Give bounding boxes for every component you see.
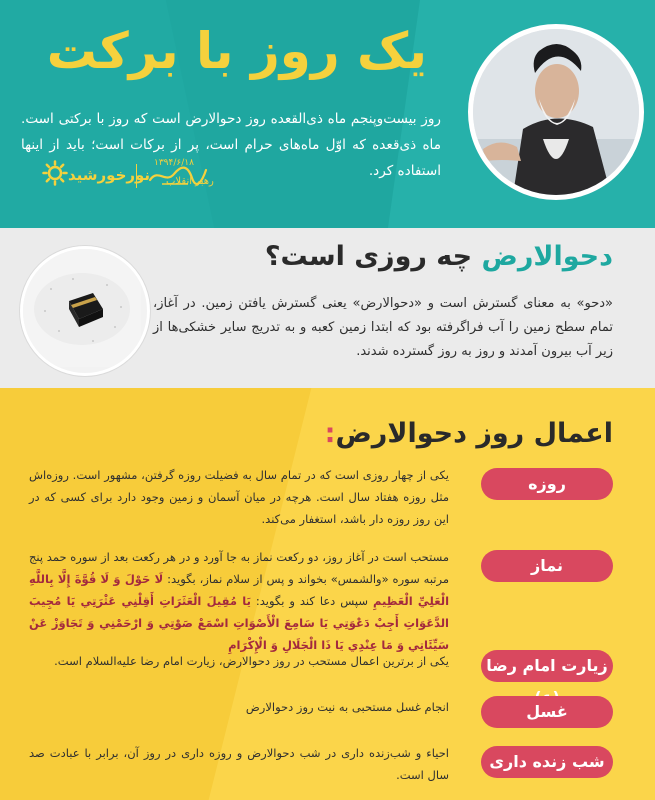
about-body: «دحو» به معنای گسترش است و «دحوالارض» یعنی گسترش یافتن زمین. در آغاز، تمام سطح زمین را آب فراگرفته بود که ابتدا زمین کعبه و به تدریج سایر خشکی‌ها از زیر آب بیرون آمدند و روز به روز گسترده شدند.	[153, 296, 613, 359]
deed-label: روزه	[481, 468, 613, 500]
deeds-title	[213, 414, 613, 454]
prayer-intro: مستحب است در آغاز روز، دو رکعت نماز به جا آورد و در هر رکعت بعد از سوره حمد پنج مرتبه سوره «والشمس» بخواند و پس از سلام نماز، بگوید:	[29, 550, 449, 586]
deeds-section	[0, 388, 655, 800]
prayer-mid: سپس دعا کند و بگوید:	[250, 594, 373, 608]
deed-description: یکی از چهار روزی است که در تمام سال به فضیلت روزه گرفتن، مشهور است. روزه‌اش مثل روزه هفتاد سال است. هرچه در میان آسمان و زمین وجود دارد برای کسی که در این روز روزه دار باشد، استغفار می‌کند.	[29, 468, 449, 526]
deed-description: انجام غسل مستحبی به نیت روز دحوالارض	[245, 700, 449, 714]
deed-description: یکی از برترین اعمال مستحب در روز دحوالارض، زیارت امام رضا علیه‌السلام است.	[54, 654, 449, 668]
deed-label: شب زنده داری	[481, 746, 613, 778]
kaaba-photo	[20, 246, 150, 376]
prayer-text: يَا مُقِيلَ الْعَثَرَاتِ أَقِلْنِي عَثْرَتِي يَا مُجِيبَ الدَّعَوَاتِ أَجِبْ دَعْوَتِي يَا سَامِعَ الْأَصْوَاتِ اسْمَعْ صَوْتِي وَ ارْحَمْنِي وَ تَجَاوَزْ عَنْ سَيِّئَاتِي وَ مَا عِنْدِي يَا ذَا الْجَلَالِ وَ الْإِكْرَامِ	[29, 594, 449, 652]
brand-name: نورخورشید	[68, 166, 151, 184]
deed-label: زیارت امام رضا	[481, 650, 613, 682]
deed-label: نماز	[481, 550, 613, 582]
deed-label: غسل	[481, 696, 613, 728]
leader-portrait	[468, 24, 644, 200]
deeds-title-text: اعمال روز دحوالارض	[335, 418, 613, 449]
prayer-text: لَا حَوْلَ وَ لَا قُوَّةَ إِلَّا بِاللَّهِ الْعَلِيِّ الْعَظِيمِ	[29, 572, 450, 608]
about-section	[0, 228, 655, 388]
about-title-highlight: دحوالارض	[481, 241, 613, 272]
leader-quote: روز بیست‌وپنجم ماه ذی‌القعده روز دحوالارض است که روز با برکتی است. ماه ذی‌قعده که اوّل ماه‌های حرام است، پر از برکات است؛ باید از اینها استفاده کرد.	[21, 111, 441, 179]
header-section	[0, 0, 655, 228]
main-title: یک روز با برکت	[46, 22, 427, 80]
signature-block	[38, 158, 238, 194]
sun-logo-icon	[42, 160, 68, 186]
deed-description: احیاء و شب‌زنده داری در شب دحوالارض و روزه داری در روز آن، برابر با عبادت صد سال است.	[29, 746, 449, 782]
quote-date: ۱۳۹۴/۶/۱۸	[154, 158, 194, 168]
kaaba-icon	[23, 249, 141, 367]
deed-description	[29, 546, 449, 656]
signature-role: رهبر انقلاب	[166, 176, 214, 187]
deeds-title-colon: :	[324, 418, 336, 449]
about-title-rest: چه روزی است؟	[264, 241, 482, 272]
about-title	[193, 236, 613, 278]
portrait-image	[473, 29, 639, 195]
